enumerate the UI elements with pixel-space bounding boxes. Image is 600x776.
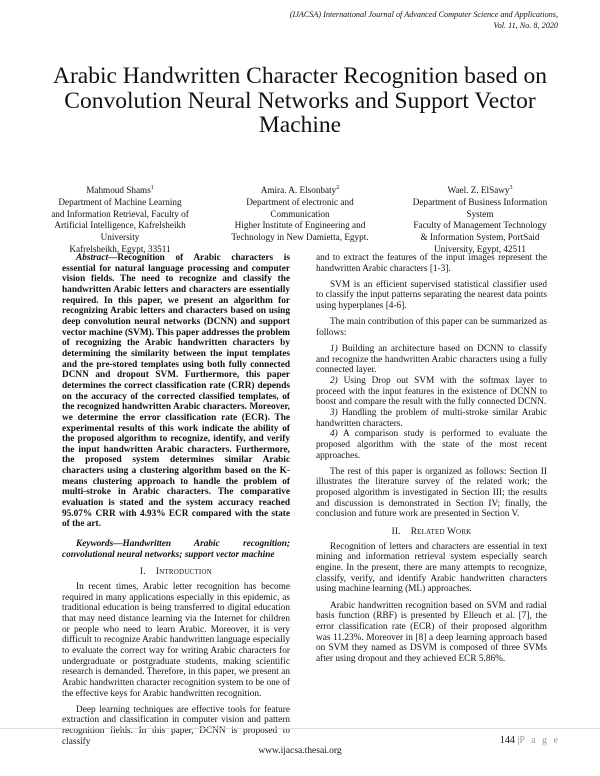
affiliation-line: Department of Machine Learning bbox=[58, 196, 182, 207]
affiliation-line: University bbox=[100, 232, 140, 243]
contribution-item bbox=[316, 429, 547, 461]
left-column bbox=[62, 253, 290, 753]
paragraph: Deep learning techniques are effective tools for feature extraction and classification in computer vision and pattern recognition fields. In this paper, DCNN is proposed to classify bbox=[62, 704, 290, 747]
affiliation-line: Higher Institute of Engineering and bbox=[234, 220, 366, 231]
paragraph: Arabic handwritten recognition based on SVM and radial basis function (RBF) is presented by Elleuch et al. [7], the error classification rate (ECR) of their proposed algorithm was 11.23%. Moreover in [8] a deep learning approach based on SVM they named as DSVM is composed of three SVMs after using dropout and they achieved ECR 5.86%. bbox=[316, 600, 547, 664]
item-number: 2) bbox=[330, 376, 338, 387]
item-number: 3) bbox=[330, 408, 338, 419]
paragraph: In recent times, Arabic letter recognition has become required in many applications especially in this epidemic, as traditional education is being transferred to digital education that may need distance learning via the Internet for children or people who need to learn Arabic. Moreover, it is very difficult to recognize Arabic handwritten language especially to evaluate the correct way for writing Arabic characters for undergraduate or postgraduate students, making scientific research is demanded. Therefore, in this paper, we present an Arabic handwritten character recognition system to be one of the effective keys for Arabic handwritten recognition. bbox=[62, 582, 290, 699]
section-heading-related-work bbox=[316, 527, 547, 538]
item-text: A comparison study is performed to evaluate the proposed algorithm with the state of the most recent approaches. bbox=[316, 429, 548, 461]
item-text: Building an architecture based on DCNN to classify and recognize the handwritten Arabic characters using a fully connected layer. bbox=[316, 344, 547, 376]
contribution-item bbox=[316, 344, 547, 376]
contribution-item bbox=[316, 408, 547, 429]
author-name: Amira. A. Elsonbaty bbox=[260, 185, 337, 196]
affiliation-line: Artificial Intelligence, Kafrelsheikh bbox=[54, 220, 186, 231]
section-number: I. bbox=[140, 567, 146, 578]
page-number bbox=[500, 735, 560, 746]
item-number: 4) bbox=[330, 429, 338, 440]
journal-name: (IJACSA) International Journal of Advanced Computer Science and Applications, bbox=[289, 10, 558, 19]
item-number: 1) bbox=[330, 344, 338, 355]
author-1 bbox=[30, 183, 210, 256]
author-sup: 2 bbox=[336, 185, 340, 191]
paragraph: The main contribution of this paper can be summarized as follows: bbox=[316, 317, 547, 338]
affiliation-line: Communication bbox=[270, 208, 330, 219]
paragraph: The rest of this paper is organized as follows: Section II illustrates the literature survey of the related work; the proposed algorithm is investigated in Section III; the results and discussion is demonstrated in Section IV; finally, the conclusion and future work are presented in Section V. bbox=[316, 466, 547, 520]
paper-title: Arabic Handwritten Character Recognition based on Convolution Neural Networks and Support Vector Machine bbox=[53, 63, 547, 138]
right-column bbox=[316, 253, 547, 670]
author-name: Wael. Z. ElSawy bbox=[447, 185, 510, 196]
item-text: Handling the problem of multi-stroke similar Arabic handwritten characters. bbox=[316, 408, 547, 429]
section-heading-introduction bbox=[62, 567, 290, 578]
contribution-item bbox=[316, 376, 547, 408]
item-text: Using Drop out SVM with the softmax layer to proceed with the input features in the existence of DCNN to boost and compare the result with the fully connected DCNN. bbox=[316, 376, 548, 408]
footer-divider bbox=[0, 728, 600, 729]
author-3 bbox=[390, 183, 570, 256]
paragraph: SVM is an efficient supervised statistical classifier used to classify the input patterns separating the nearest data points using hyperplanes [4-6]. bbox=[316, 279, 547, 312]
author-2 bbox=[210, 183, 390, 256]
affiliation-line: Technology in New Damietta, Egypt. bbox=[231, 232, 369, 243]
affiliation-line: & Information System, PortSaid bbox=[420, 232, 540, 243]
keywords: Keywords—Handwritten Arabic recognition; convolutional neural networks; support vector machine bbox=[62, 539, 290, 560]
author-sup: 1 bbox=[150, 185, 154, 191]
author-name: Mahmoud Shams bbox=[86, 185, 151, 196]
affiliation-line: System bbox=[466, 208, 494, 219]
affiliation-line: Kafrelsheikh, Egypt, 33511 bbox=[69, 244, 171, 255]
abstract-text: —Recognition of Arabic characters is essential for natural language processing and computer vision fields. The need to recognize and classify the handwritten Arabic letters and characters are essentially required. In this paper, we present an algorithm for recognizing Arabic letters and characters based on using deep convolution neural networks (DCNN) and support vector machine (SVM). This paper addresses the problem of recognizing the Arabic handwritten characters by determining the similarity between the input templates and the pre-stored templates using both fully connected DCNN and dropout SVM. Furthermore, this paper determines the correct classification rate (CRR) depends on the accuracy of the corrected classified templates, of the recognized handwritten Arabic characters. Moreover, we determine the error classification rate (ECR). The experimental results of this work indicate the ability of the proposed algorithm to recognize, identify, and verify the input handwritten Arabic characters. Furthermore, the proposed system determines similar Arabic characters using a clustering algorithm based on the K-means clustering approach to handle the problem of multi-stroke in Arabic characters. The comparative evaluation is stated and the system accuracy reached 95.07% CRR with 4.93% ECR compared with the state of the art. bbox=[62, 253, 290, 530]
section-title: Introduction bbox=[155, 567, 212, 578]
footer-url[interactable]: www.ijacsa.thesai.org bbox=[258, 746, 342, 756]
affiliation-line: Department of Business Information bbox=[412, 196, 548, 207]
running-header bbox=[290, 9, 558, 31]
affiliation-line: Department of electronic and bbox=[246, 196, 354, 207]
page-num: 144 bbox=[499, 735, 515, 746]
abstract-label: Abstract bbox=[76, 253, 109, 263]
journal-volume: Vol. 11, No. 8, 2020 bbox=[493, 21, 558, 30]
affiliation-line: Faculty of Management Technology bbox=[413, 220, 547, 231]
affiliation-line: University, Egypt, 42511 bbox=[434, 244, 526, 255]
author-sup: 3 bbox=[509, 185, 513, 191]
section-title: Related Work bbox=[410, 527, 472, 538]
page-separator: | bbox=[517, 735, 520, 746]
paragraph: and to extract the features of the input images represent the handwritten Arabic characters [1-3]. bbox=[316, 253, 547, 274]
paragraph: Recognition of letters and characters are essential in text mining and information retrieval system especially search engine. In the present, there are many attempts to recognize, classify, verify, and identify Arabic handwritten characters using machine learning (ML) approaches. bbox=[316, 541, 547, 595]
author-block bbox=[30, 183, 570, 256]
affiliation-line: and Information Retrieval, Faculty of bbox=[51, 208, 189, 219]
section-number: II. bbox=[391, 527, 401, 538]
abstract bbox=[62, 253, 290, 530]
page-label: P a g e bbox=[519, 735, 560, 746]
